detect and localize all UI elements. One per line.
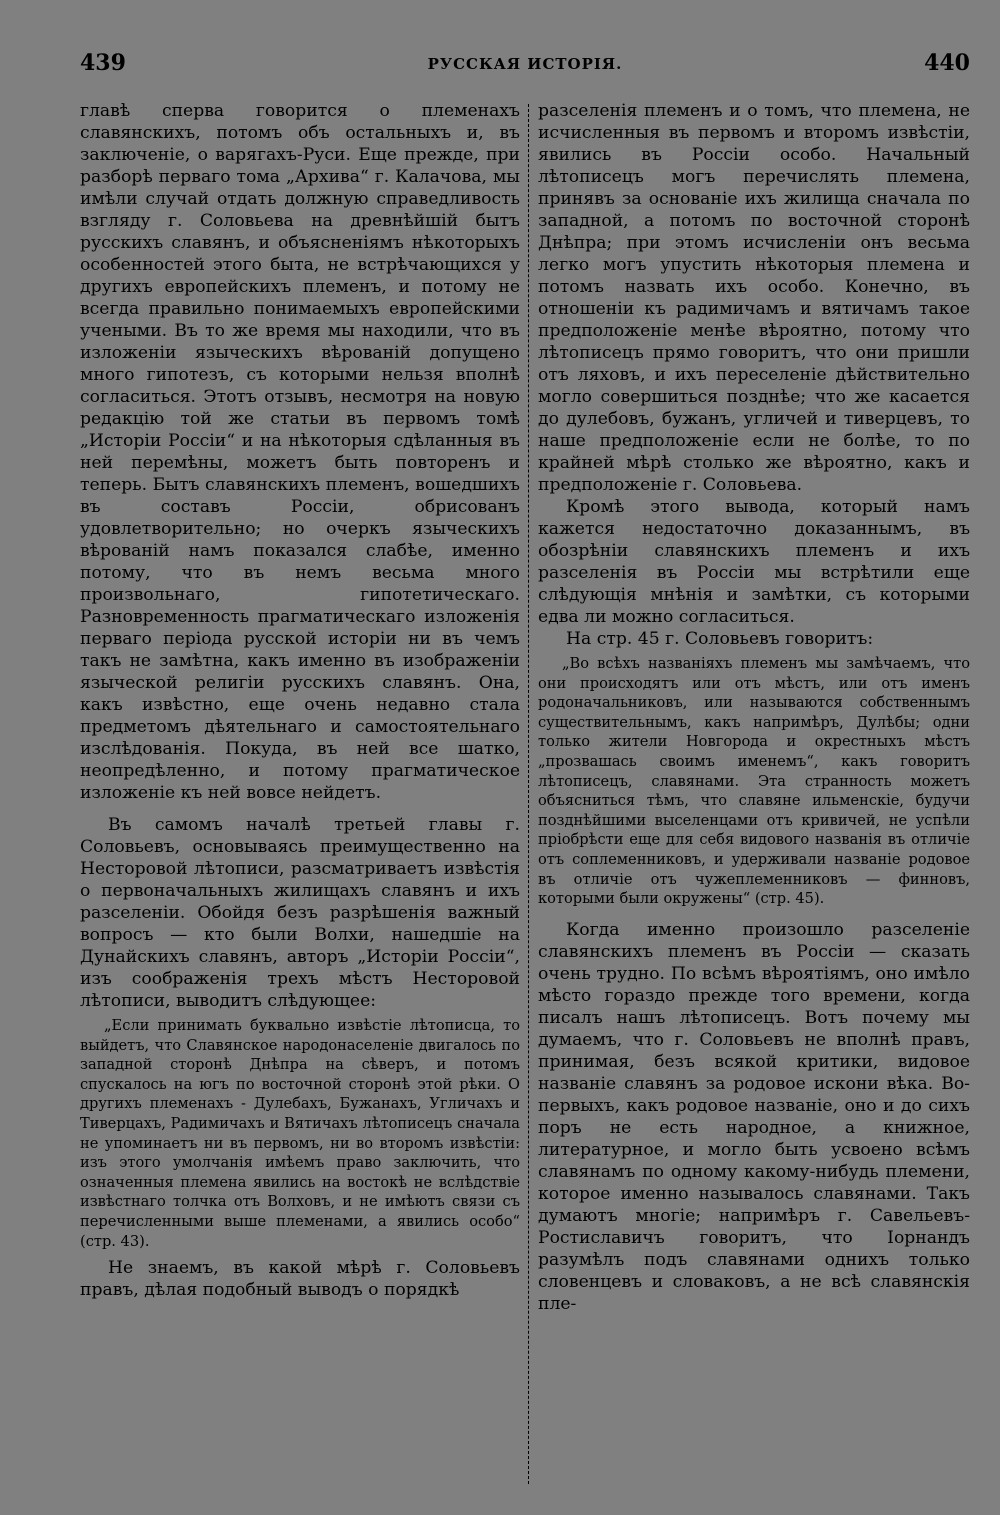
- block-quote: „Во всѣхъ названіяхъ племенъ мы замѣчаемъ, что они происходятъ или отъ мѣстъ, или отъ именъ родоначальниковъ, или называются собственнымъ существительнымъ, какъ напримѣръ, Дулѣбы; одни только жители Новгорода и окрестныхъ мѣстъ „прозвашась своимъ именемъ“, какъ говоритъ лѣтописецъ, славянами. Эта странность можетъ объясниться тѣмъ, что славяне ильменскіе, будучи позднѣйшими выселенцами отъ кривичей, не успѣли пріобрѣсти еще для себя видового названія въ отличіе отъ соплеменниковъ, и удерживали названіе родовое въ отличіе отъ чужеплеменниковъ — финновъ, которыми были окружены“ (стр. 45).: [538, 655, 970, 908]
- block-quote: „Если принимать буквально извѣстіе лѣтописца, то выйдетъ, что Славянское народонаселеніе двигалось по западной сторонѣ Днѣпра на сѣверъ, и потомъ спускалось на югъ по восточной сторонѣ этой рѣки. О другихъ племенахъ - Дулебахъ, Бужанахъ, Угличахъ и Тиверцахъ, Радимичахъ и Вятичахъ лѣтописецъ сначала не упоминаетъ ни въ первомъ, ни во второмъ извѣстіи: изъ этого умолчанія имѣемъ право заключить, что означенныя племена явились на востокѣ не вслѣдствіе извѣстнаго толчка отъ Волховъ, и не имѣютъ связи съ перечисленными выше племенами, а явились особо“ (стр. 43).: [80, 1017, 520, 1250]
- paragraph: главѣ сперва говорится о племенахъ славянскихъ, потомъ объ остальныхъ и, въ заключеніе, о варягахъ-Руси. Еще прежде, при разборѣ перваго тома „Архива“ г. Калачова, мы имѣли случай отдать должную справедливость взгляду г. Соловьева на древнѣйшій бытъ русскихъ славянъ, и объясненіямъ нѣкоторыхъ особенностей этого быта, не встрѣчающихся у другихъ европейскихъ племенъ, и потому не всегда правильно понимаемыхъ европейскими учеными. Въ то же время мы находили, что въ изложеніи языческихъ вѣрованій допущено много гипотезъ, съ которыми нельзя вполнѣ согласиться. Этотъ отзывъ, несмотря на новую редакцію той же статьи въ первомъ томѣ „Исторіи Россіи“ и на нѣкоторыя сдѣланныя въ ней перемѣны, можетъ быть повторенъ и теперь. Бытъ славянскихъ племенъ, вошедшихъ въ составъ Россіи, обрисованъ удовлетворительно; но очеркъ языческихъ вѣрованій намъ показался слабѣе, именно потому, что въ немъ весьма много произвольнаго, гипотетическаго. Разновременность прагматическаго изложенія перваго періода русской исторіи ни въ чемъ такъ не замѣтна, какъ именно въ изображеніи языческой религіи русскихъ славянъ. Она, какъ извѣстно, еще очень недавно стала предметомъ дѣятельнаго и самостоятельнаго изслѣдованія. Покуда, въ ней все шатко, неопредѣленно, и потому прагматическое изложеніе къ ней вовсе нейдетъ.: [80, 101, 520, 803]
- right-column: [538, 100, 970, 1315]
- running-title: РУССКАЯ ИСТОРІЯ.: [427, 55, 623, 73]
- paragraph: разселенія племенъ и о томъ, что племена, не исчисленныя въ первомъ и второмъ извѣстіи, явились въ Россіи особо. Начальный лѣтописецъ могъ перечислять племена, принявъ за основаніе ихъ жилища сначала по западной, а потомъ по восточной сторонѣ Днѣпра; при этомъ исчисленіи онъ весьма легко могъ упустить нѣкоторыя племена и потомъ назвать ихъ особо. Конечно, въ отношеніи къ радимичамъ и вятичамъ такое предположеніе менѣе вѣроятно, потому что лѣтописецъ прямо говоритъ, что они пришли отъ ляховъ, и ихъ переселеніе дѣйствительно могло совершиться позднѣе; что же касается до дулебовъ, бужанъ, угличей и тиверцевъ, то наше предположеніе если не болѣе, то по крайней мѣрѣ столько же вѣроятно, какъ и предположеніе г. Соловьева.: [538, 101, 970, 495]
- paragraph: Не знаемъ, въ какой мѣрѣ г. Соловьевъ правъ, дѣлая подобный выводъ о порядкѣ: [80, 1258, 520, 1301]
- paragraph: Въ самомъ началѣ третьей главы г. Соловьевъ, основываясь преимущественно на Несторовой лѣтописи, разсматриваетъ извѣстія о первоначальныхъ жилищахъ славянъ и ихъ разселеніи. Обойдя безъ разрѣшенія важный вопросъ — кто были Волхи, нашедшіе на Дунайскихъ славянъ, авторъ „Исторіи Россіи“, изъ соображенія трехъ мѣстъ Несторовой лѣтописи, выводитъ слѣдующее:: [80, 815, 520, 1011]
- page-number-left: 439: [80, 50, 126, 76]
- paragraph: Когда именно произошло разселеніе славянскихъ племенъ въ Россіи — сказать очень трудно. По всѣмъ вѣроятіямъ, оно имѣло мѣсто гораздо прежде того времени, когда писалъ нашъ лѣтописецъ. Вотъ почему мы думаемъ, что г. Соловьевъ не вполнѣ правъ, принимая, безъ всякой критики, видовое названіе славянъ за родовое искони вѣка. Во-первыхъ, какъ родовое названіе, оно и до сихъ поръ не есть народное, а книжное, литературное, и могло быть усвоено всѣмъ славянамъ по одному какому-нибудь племени, которое именно называлось славянами. Такъ думаютъ многіе; напримѣръ г. Савельевъ-Ростиславичъ говоритъ, что Іорнандъ разумѣлъ подъ славянами однихъ только словенцевъ и словаковъ, а не всѣ славянскія пле-: [538, 919, 970, 1314]
- page-number-right: 440: [924, 50, 970, 76]
- left-column: [80, 100, 520, 1301]
- column-divider: [528, 104, 530, 1484]
- page-header: [80, 50, 970, 86]
- paragraph: Кромѣ этого вывода, который намъ кажется недостаточно доказаннымъ, въ обозрѣніи славянскихъ племенъ и ихъ разселенія въ Россіи мы встрѣтили еще слѣдующія мнѣнія и замѣтки, съ которыми едва ли можно согласиться.: [538, 497, 970, 627]
- paragraph: На стр. 45 г. Соловьевъ говоритъ:: [566, 629, 874, 649]
